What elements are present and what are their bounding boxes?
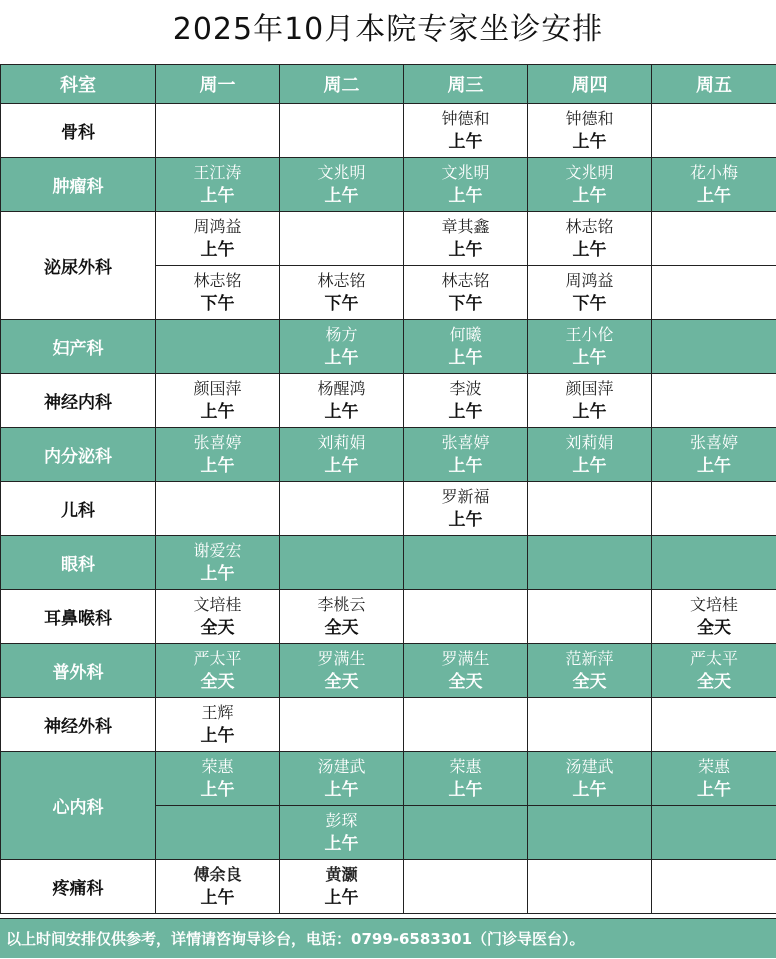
schedule-cell [652,104,776,158]
clinic-period: 下午 [280,292,403,316]
clinic-period: 全天 [404,670,527,694]
dept-cell: 眼科 [1,536,156,590]
dept-cell: 妇产科 [1,320,156,374]
schedule-cell [528,482,652,536]
schedule-cell [528,536,652,590]
schedule-cell [280,482,404,536]
schedule-cell [652,428,776,482]
schedule-cell [652,212,776,266]
clinic-period: 下午 [528,292,651,316]
schedule-cell [280,860,404,914]
doctor-name: 文培桂 [156,594,279,616]
doctor-name: 汤建武 [280,756,403,778]
schedule-cell [404,266,528,320]
header-mon: 周一 [156,65,280,104]
doctor-name: 黄灏 [280,864,403,886]
doctor-name: 张喜婷 [404,432,527,454]
clinic-period: 下午 [404,292,527,316]
table-row [1,428,776,482]
clinic-period: 上午 [280,184,403,208]
dept-cell: 耳鼻喉科 [1,590,156,644]
table-row [1,374,776,428]
doctor-name: 严太平 [156,648,279,670]
clinic-period: 上午 [404,130,527,154]
table-row [1,536,776,590]
schedule-cell [528,212,652,266]
clinic-period: 全天 [280,670,403,694]
schedule-cell [156,860,280,914]
schedule-cell [280,428,404,482]
schedule-cell [280,806,404,860]
footer-note: 以上时间安排仅供参考，详情请咨询导诊台，电话：0799-6583301（门诊导医台）。 [0,918,776,958]
schedule-cell [156,752,280,806]
clinic-period: 上午 [528,130,651,154]
dept-cell: 泌尿外科 [1,212,156,320]
clinic-period: 上午 [652,454,776,478]
schedule-cell [652,374,776,428]
dept-cell: 儿科 [1,482,156,536]
doctor-name: 章其鑫 [404,216,527,238]
schedule-cell [652,320,776,374]
schedule-cell [528,752,652,806]
doctor-name: 何曦 [404,324,527,346]
schedule-cell [156,212,280,266]
clinic-period: 上午 [156,778,279,802]
doctor-name: 杨醒鸿 [280,378,403,400]
clinic-period: 上午 [280,886,403,910]
schedule-cell [156,320,280,374]
clinic-period: 上午 [156,238,279,262]
schedule-cell [156,698,280,752]
schedule-cell [404,428,528,482]
dept-cell: 普外科 [1,644,156,698]
clinic-period: 上午 [404,454,527,478]
header-fri: 周五 [652,65,776,104]
clinic-period: 全天 [528,670,651,694]
schedule-cell [156,590,280,644]
doctor-name: 王江涛 [156,162,279,184]
clinic-period: 全天 [652,670,776,694]
doctor-name: 傅余良 [156,864,279,886]
table-row [1,590,776,644]
doctor-name: 花小梅 [652,162,776,184]
schedule-cell [652,860,776,914]
doctor-name: 谢爱宏 [156,540,279,562]
doctor-name: 文培桂 [652,594,776,616]
schedule-cell [528,860,652,914]
dept-cell: 心内科 [1,752,156,860]
schedule-cell [280,590,404,644]
schedule-cell [404,482,528,536]
doctor-name: 荣惠 [156,756,279,778]
dept-cell: 内分泌科 [1,428,156,482]
doctor-name: 颜国萍 [528,378,651,400]
schedule-cell [404,806,528,860]
clinic-period: 上午 [404,346,527,370]
table-row [1,320,776,374]
schedule-cell [280,320,404,374]
clinic-period: 上午 [528,778,651,802]
header-dept: 科室 [1,65,156,104]
schedule-cell [404,212,528,266]
doctor-name: 汤建武 [528,756,651,778]
schedule-cell [404,644,528,698]
page-title: 2025年10月本院专家坐诊安排 [0,0,776,64]
clinic-period: 全天 [652,616,776,640]
schedule-cell [156,374,280,428]
schedule-cell [156,158,280,212]
doctor-name: 周鸿益 [156,216,279,238]
doctor-name: 严太平 [652,648,776,670]
clinic-period: 上午 [652,184,776,208]
schedule-cell [280,212,404,266]
schedule-cell [528,266,652,320]
schedule-cell [404,536,528,590]
table-row [1,212,776,266]
table-row [1,752,776,806]
clinic-period: 下午 [156,292,279,316]
schedule-body [1,104,776,914]
schedule-cell [404,374,528,428]
schedule-cell [156,428,280,482]
schedule-cell [156,644,280,698]
doctor-name: 钟德和 [528,108,651,130]
header-thu: 周四 [528,65,652,104]
doctor-name: 颜国萍 [156,378,279,400]
clinic-period: 上午 [156,886,279,910]
doctor-name: 荣惠 [404,756,527,778]
header-wed: 周三 [404,65,528,104]
doctor-name: 林志铭 [280,270,403,292]
schedule-cell [280,266,404,320]
clinic-period: 上午 [280,832,403,856]
doctor-name: 林志铭 [156,270,279,292]
schedule-cell [404,590,528,644]
clinic-period: 上午 [156,184,279,208]
doctor-name: 李桃云 [280,594,403,616]
doctor-name: 王辉 [156,702,279,724]
schedule-cell [280,644,404,698]
doctor-name: 周鸿益 [528,270,651,292]
schedule-cell [528,806,652,860]
clinic-period: 全天 [156,616,279,640]
schedule-cell [156,266,280,320]
schedule-cell [652,590,776,644]
schedule-cell [280,698,404,752]
clinic-period: 上午 [404,508,527,532]
clinic-period: 上午 [404,400,527,424]
doctor-name: 文兆明 [528,162,651,184]
doctor-name: 文兆明 [280,162,403,184]
schedule-cell [652,158,776,212]
schedule-cell [652,482,776,536]
clinic-period: 上午 [404,238,527,262]
doctor-name: 张喜婷 [156,432,279,454]
header-tue: 周二 [280,65,404,104]
clinic-period: 上午 [156,562,279,586]
header-row [1,65,776,104]
dept-cell: 肿瘤科 [1,158,156,212]
schedule-cell [280,104,404,158]
doctor-name: 张喜婷 [652,432,776,454]
table-row [1,482,776,536]
doctor-name: 钟德和 [404,108,527,130]
schedule-cell [528,644,652,698]
doctor-name: 文兆明 [404,162,527,184]
clinic-period: 上午 [404,778,527,802]
clinic-period: 上午 [528,400,651,424]
schedule-cell [280,158,404,212]
schedule-cell [404,752,528,806]
clinic-period: 上午 [156,454,279,478]
clinic-period: 上午 [528,238,651,262]
doctor-name: 刘莉娟 [280,432,403,454]
dept-cell: 神经外科 [1,698,156,752]
schedule-cell [528,158,652,212]
clinic-period: 全天 [156,670,279,694]
doctor-name: 林志铭 [404,270,527,292]
schedule-cell [156,104,280,158]
schedule-cell [528,104,652,158]
doctor-name: 林志铭 [528,216,651,238]
schedule-cell [156,806,280,860]
schedule-cell [652,806,776,860]
schedule-cell [404,698,528,752]
clinic-period: 上午 [404,184,527,208]
table-row [1,698,776,752]
clinic-period: 上午 [156,724,279,748]
doctor-name: 范新萍 [528,648,651,670]
clinic-period: 上午 [528,454,651,478]
doctor-name: 李波 [404,378,527,400]
doctor-name: 罗满生 [280,648,403,670]
table-row [1,644,776,698]
clinic-period: 全天 [280,616,403,640]
doctor-name: 王小伦 [528,324,651,346]
clinic-period: 上午 [280,778,403,802]
schedule-cell [280,374,404,428]
doctor-name: 罗新福 [404,486,527,508]
schedule-table [0,64,776,914]
schedule-cell [652,698,776,752]
schedule-cell [528,428,652,482]
clinic-period: 上午 [652,778,776,802]
schedule-cell [156,482,280,536]
schedule-cell [280,536,404,590]
doctor-name: 刘莉娟 [528,432,651,454]
clinic-period: 上午 [280,400,403,424]
clinic-period: 上午 [280,454,403,478]
dept-cell: 神经内科 [1,374,156,428]
schedule-cell [528,320,652,374]
schedule-cell [528,698,652,752]
table-row [1,860,776,914]
schedule-cell [404,860,528,914]
schedule-cell [280,752,404,806]
schedule-cell [652,536,776,590]
schedule-cell [404,104,528,158]
schedule-cell [528,374,652,428]
dept-cell: 骨科 [1,104,156,158]
clinic-period: 上午 [156,400,279,424]
schedule-cell [652,266,776,320]
schedule-cell [652,752,776,806]
schedule-cell [404,158,528,212]
schedule-cell [528,590,652,644]
schedule-cell [156,536,280,590]
doctor-name: 杨方 [280,324,403,346]
clinic-period: 上午 [528,184,651,208]
doctor-name: 彭琛 [280,810,403,832]
doctor-name: 荣惠 [652,756,776,778]
doctor-name: 罗满生 [404,648,527,670]
clinic-period: 上午 [280,346,403,370]
schedule-cell [404,320,528,374]
table-row [1,158,776,212]
table-row [1,104,776,158]
dept-cell: 疼痛科 [1,860,156,914]
schedule-cell [652,644,776,698]
clinic-period: 上午 [528,346,651,370]
